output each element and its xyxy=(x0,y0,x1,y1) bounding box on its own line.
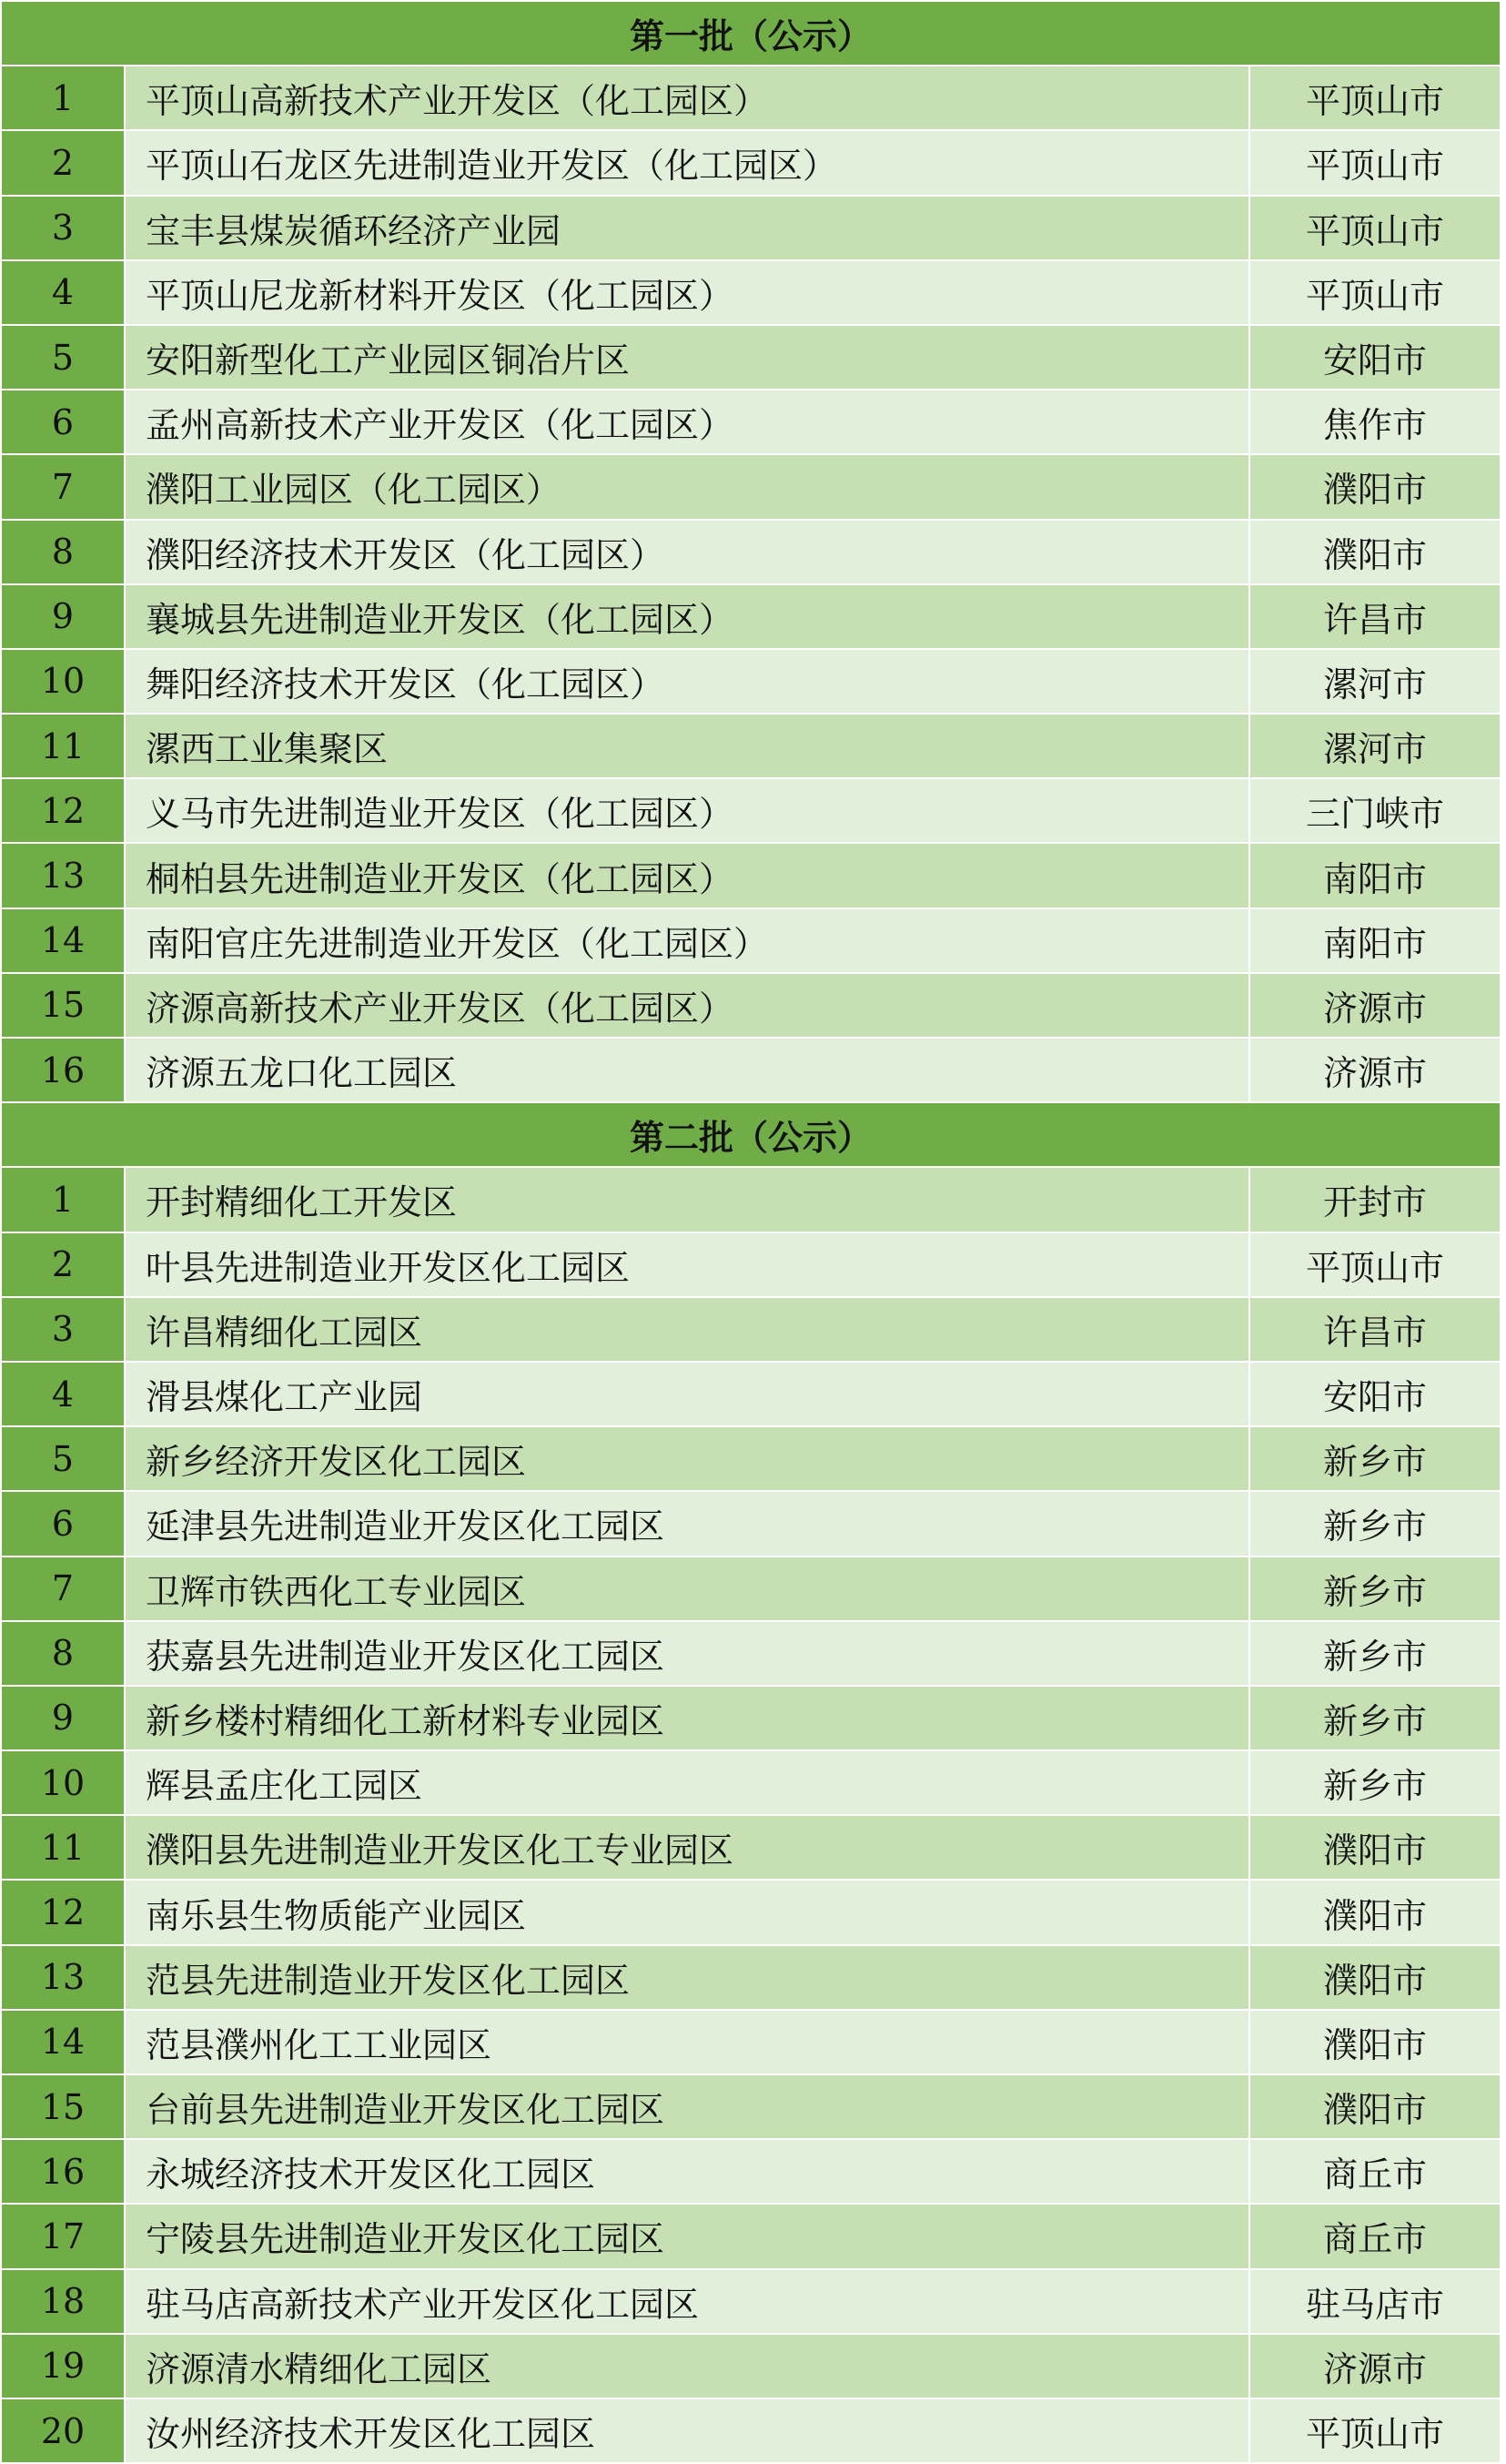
park-name: 开封精细化工开发区 xyxy=(125,1167,1249,1232)
row-number: 4 xyxy=(1,260,125,325)
table-row xyxy=(1,1621,1501,1686)
city-name: 平顶山市 xyxy=(1249,2398,1501,2463)
city-name: 济源市 xyxy=(1249,2334,1501,2398)
row-number: 5 xyxy=(1,325,125,390)
city-name: 驻马店市 xyxy=(1249,2269,1501,2334)
row-number: 11 xyxy=(1,1815,125,1880)
park-name: 济源高新技术产业开发区（化工园区） xyxy=(125,973,1249,1038)
section-title: 第二批（公示） xyxy=(1,1102,1501,1167)
row-number: 9 xyxy=(1,1686,125,1750)
row-number: 15 xyxy=(1,973,125,1038)
row-number: 13 xyxy=(1,843,125,908)
park-name: 辉县孟庄化工园区 xyxy=(125,1750,1249,1815)
park-name: 南乐县生物质能产业园区 xyxy=(125,1880,1249,1944)
city-name: 开封市 xyxy=(1249,1167,1501,1232)
row-number: 7 xyxy=(1,1556,125,1621)
park-name: 济源五龙口化工园区 xyxy=(125,1038,1249,1102)
park-name: 驻马店高新技术产业开发区化工园区 xyxy=(125,2269,1249,2334)
table-row xyxy=(1,2269,1501,2334)
table-row xyxy=(1,2334,1501,2398)
table-row xyxy=(1,973,1501,1038)
city-name: 濮阳市 xyxy=(1249,2074,1501,2139)
table-row xyxy=(1,1232,1501,1297)
table-row xyxy=(1,2398,1501,2463)
row-number: 10 xyxy=(1,1750,125,1815)
table-row xyxy=(1,908,1501,973)
city-name: 濮阳市 xyxy=(1249,520,1501,584)
row-number: 19 xyxy=(1,2334,125,2398)
section-header-row xyxy=(1,1102,1501,1167)
city-name: 新乡市 xyxy=(1249,1491,1501,1556)
row-number: 2 xyxy=(1,130,125,195)
row-number: 8 xyxy=(1,1621,125,1686)
section-header-row xyxy=(1,1,1501,66)
park-name: 延津县先进制造业开发区化工园区 xyxy=(125,1491,1249,1556)
city-name: 平顶山市 xyxy=(1249,260,1501,325)
row-number: 6 xyxy=(1,390,125,454)
city-name: 濮阳市 xyxy=(1249,454,1501,519)
city-name: 濮阳市 xyxy=(1249,1815,1501,1880)
city-name: 焦作市 xyxy=(1249,390,1501,454)
table-row xyxy=(1,454,1501,519)
row-number: 13 xyxy=(1,1945,125,2010)
park-table-body xyxy=(1,1,1501,2463)
park-name: 汝州经济技术开发区化工园区 xyxy=(125,2398,1249,2463)
row-number: 1 xyxy=(1,1167,125,1232)
city-name: 济源市 xyxy=(1249,1038,1501,1102)
row-number: 14 xyxy=(1,908,125,973)
park-name: 范县先进制造业开发区化工园区 xyxy=(125,1945,1249,2010)
park-name: 滑县煤化工产业园 xyxy=(125,1362,1249,1426)
row-number: 3 xyxy=(1,1297,125,1362)
park-name: 宝丰县煤炭循环经济产业园 xyxy=(125,196,1249,260)
park-name: 许昌精细化工园区 xyxy=(125,1297,1249,1362)
table-row xyxy=(1,1426,1501,1491)
park-name: 濮阳县先进制造业开发区化工专业园区 xyxy=(125,1815,1249,1880)
table-row xyxy=(1,1167,1501,1232)
row-number: 11 xyxy=(1,714,125,778)
park-name: 获嘉县先进制造业开发区化工园区 xyxy=(125,1621,1249,1686)
row-number: 9 xyxy=(1,584,125,649)
city-name: 新乡市 xyxy=(1249,1750,1501,1815)
park-name: 范县濮州化工工业园区 xyxy=(125,2010,1249,2074)
park-name: 宁陵县先进制造业开发区化工园区 xyxy=(125,2204,1249,2268)
city-name: 许昌市 xyxy=(1249,584,1501,649)
table-row xyxy=(1,778,1501,843)
park-name: 舞阳经济技术开发区（化工园区） xyxy=(125,649,1249,714)
row-number: 20 xyxy=(1,2398,125,2463)
city-name: 濮阳市 xyxy=(1249,2010,1501,2074)
city-name: 济源市 xyxy=(1249,973,1501,1038)
table-row xyxy=(1,2139,1501,2204)
table-row xyxy=(1,1945,1501,2010)
row-number: 18 xyxy=(1,2269,125,2334)
park-name: 襄城县先进制造业开发区（化工园区） xyxy=(125,584,1249,649)
city-name: 濮阳市 xyxy=(1249,1880,1501,1944)
park-name: 永城经济技术开发区化工园区 xyxy=(125,2139,1249,2204)
city-name: 安阳市 xyxy=(1249,325,1501,390)
section-title: 第一批（公示） xyxy=(1,1,1501,66)
table-row xyxy=(1,2074,1501,2139)
city-name: 新乡市 xyxy=(1249,1426,1501,1491)
row-number: 16 xyxy=(1,2139,125,2204)
row-number: 10 xyxy=(1,649,125,714)
row-number: 4 xyxy=(1,1362,125,1426)
park-name: 濮阳工业园区（化工园区） xyxy=(125,454,1249,519)
table-row xyxy=(1,66,1501,130)
city-name: 濮阳市 xyxy=(1249,1945,1501,2010)
park-name: 济源清水精细化工园区 xyxy=(125,2334,1249,2398)
park-name: 平顶山尼龙新材料开发区（化工园区） xyxy=(125,260,1249,325)
table-row xyxy=(1,1880,1501,1944)
park-name: 孟州高新技术产业开发区（化工园区） xyxy=(125,390,1249,454)
row-number: 12 xyxy=(1,1880,125,1944)
city-name: 平顶山市 xyxy=(1249,66,1501,130)
row-number: 6 xyxy=(1,1491,125,1556)
city-name: 新乡市 xyxy=(1249,1686,1501,1750)
park-name: 漯西工业集聚区 xyxy=(125,714,1249,778)
table-row xyxy=(1,390,1501,454)
park-name: 卫辉市铁西化工专业园区 xyxy=(125,1556,1249,1621)
row-number: 3 xyxy=(1,196,125,260)
table-row xyxy=(1,2204,1501,2268)
park-name: 安阳新型化工产业园区铜冶片区 xyxy=(125,325,1249,390)
park-name: 义马市先进制造业开发区（化工园区） xyxy=(125,778,1249,843)
table-row xyxy=(1,714,1501,778)
city-name: 南阳市 xyxy=(1249,908,1501,973)
city-name: 许昌市 xyxy=(1249,1297,1501,1362)
row-number: 1 xyxy=(1,66,125,130)
row-number: 7 xyxy=(1,454,125,519)
city-name: 南阳市 xyxy=(1249,843,1501,908)
row-number: 8 xyxy=(1,520,125,584)
city-name: 漯河市 xyxy=(1249,714,1501,778)
park-name: 叶县先进制造业开发区化工园区 xyxy=(125,1232,1249,1297)
table-row xyxy=(1,1556,1501,1621)
row-number: 16 xyxy=(1,1038,125,1102)
city-name: 安阳市 xyxy=(1249,1362,1501,1426)
table-row xyxy=(1,1750,1501,1815)
table-row xyxy=(1,843,1501,908)
city-name: 平顶山市 xyxy=(1249,196,1501,260)
park-name: 新乡经济开发区化工园区 xyxy=(125,1426,1249,1491)
table-row xyxy=(1,325,1501,390)
city-name: 平顶山市 xyxy=(1249,130,1501,195)
table-row xyxy=(1,130,1501,195)
table-row xyxy=(1,1362,1501,1426)
table-row xyxy=(1,520,1501,584)
park-name: 平顶山高新技术产业开发区（化工园区） xyxy=(125,66,1249,130)
table-row xyxy=(1,1686,1501,1750)
row-number: 2 xyxy=(1,1232,125,1297)
city-name: 新乡市 xyxy=(1249,1621,1501,1686)
park-name: 新乡楼村精细化工新材料专业园区 xyxy=(125,1686,1249,1750)
park-name: 平顶山石龙区先进制造业开发区（化工园区） xyxy=(125,130,1249,195)
city-name: 平顶山市 xyxy=(1249,1232,1501,1297)
table-row xyxy=(1,584,1501,649)
table-row xyxy=(1,649,1501,714)
park-name: 濮阳经济技术开发区（化工园区） xyxy=(125,520,1249,584)
table-row xyxy=(1,1038,1501,1102)
park-name: 桐柏县先进制造业开发区（化工园区） xyxy=(125,843,1249,908)
row-number: 5 xyxy=(1,1426,125,1491)
table-row xyxy=(1,1815,1501,1880)
city-name: 商丘市 xyxy=(1249,2139,1501,2204)
table-row xyxy=(1,196,1501,260)
city-name: 三门峡市 xyxy=(1249,778,1501,843)
table-row xyxy=(1,2010,1501,2074)
city-name: 漯河市 xyxy=(1249,649,1501,714)
row-number: 17 xyxy=(1,2204,125,2268)
table-row xyxy=(1,260,1501,325)
row-number: 15 xyxy=(1,2074,125,2139)
table-row xyxy=(1,1297,1501,1362)
park-name: 南阳官庄先进制造业开发区（化工园区） xyxy=(125,908,1249,973)
row-number: 12 xyxy=(1,778,125,843)
city-name: 商丘市 xyxy=(1249,2204,1501,2268)
park-name: 台前县先进制造业开发区化工园区 xyxy=(125,2074,1249,2139)
city-name: 新乡市 xyxy=(1249,1556,1501,1621)
row-number: 14 xyxy=(1,2010,125,2074)
table-row xyxy=(1,1491,1501,1556)
